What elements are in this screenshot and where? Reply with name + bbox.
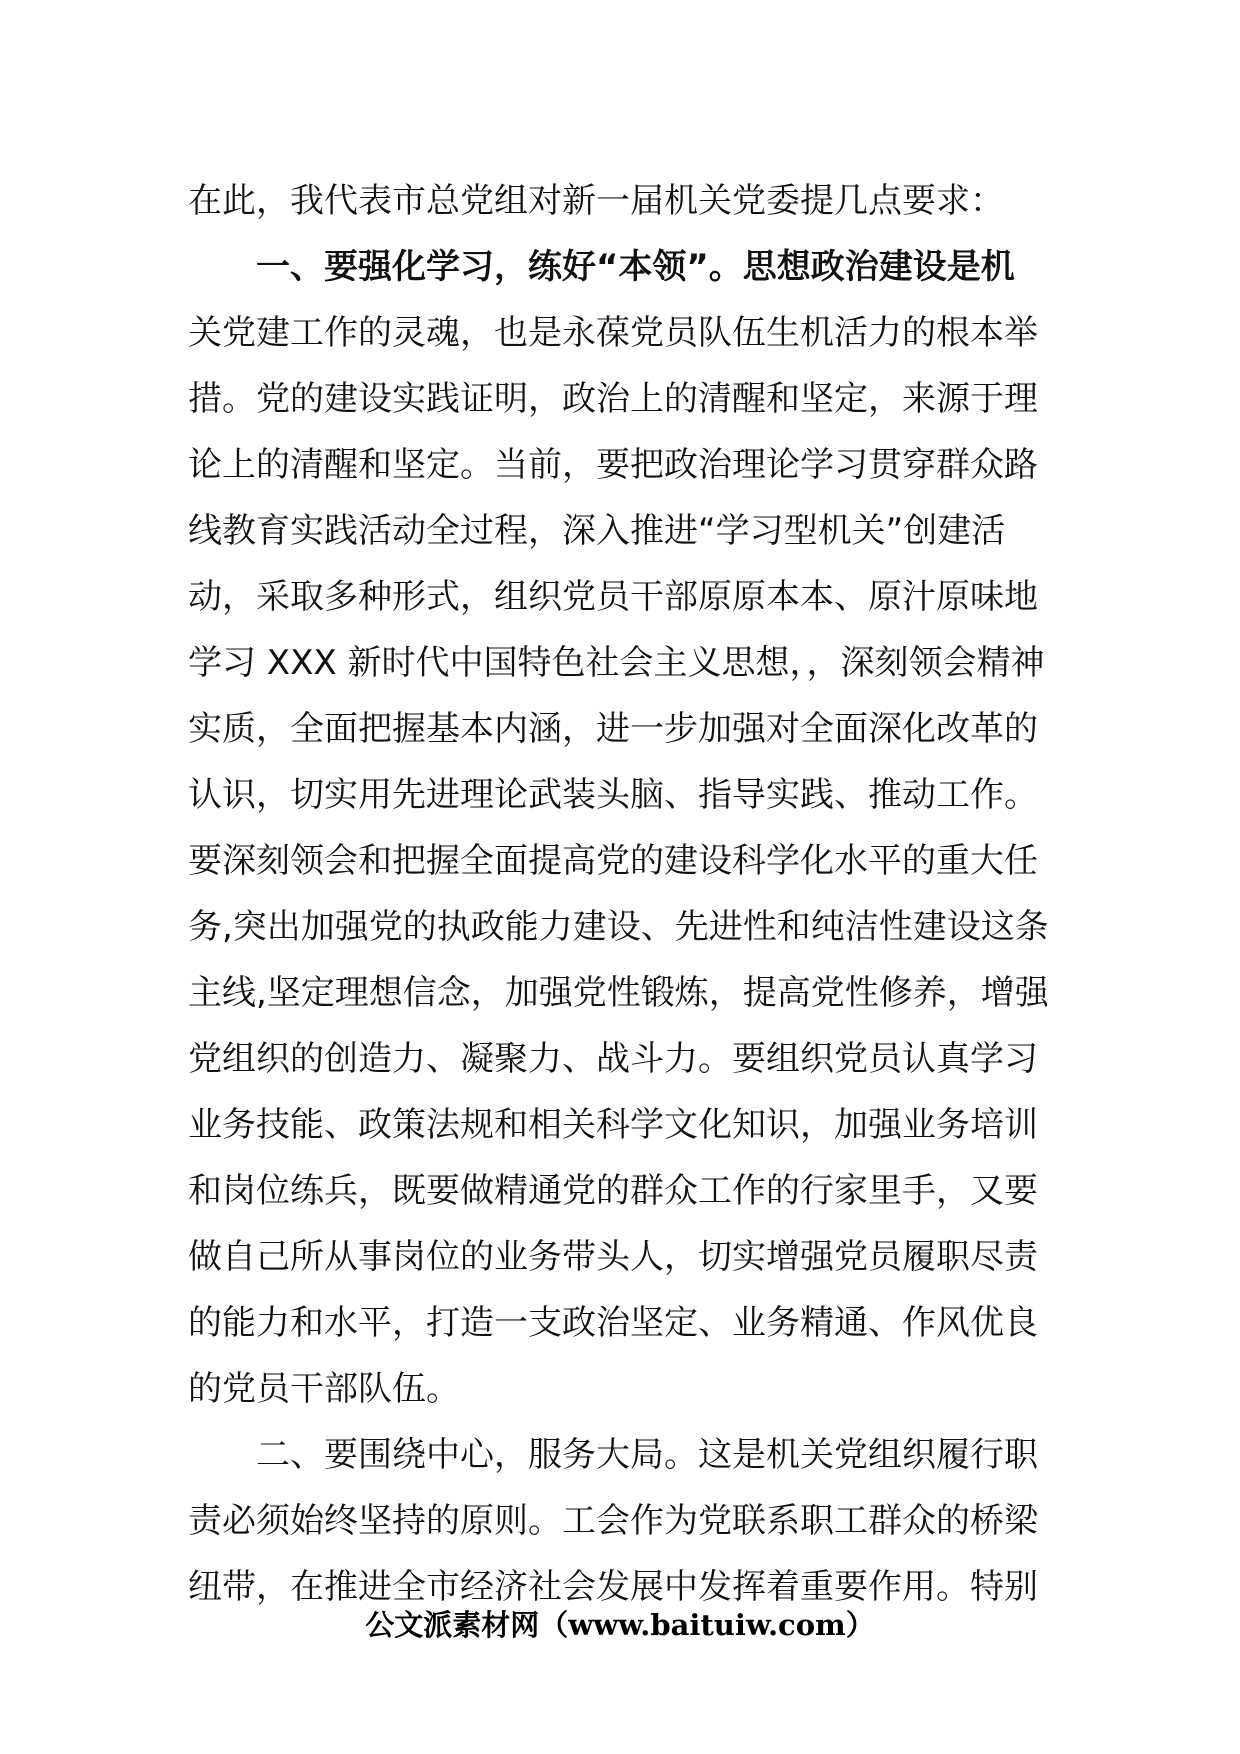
footer-watermark: 公文派素材网（www.baituiw.com） (365, 1608, 875, 1642)
text-line: 线教育实践活动全过程，深入推进“学习型机关”创建活 (188, 511, 1006, 551)
text-line: 认识，切实用先进理论武装头脑、指导实践、推动工作。 (188, 775, 1038, 815)
document-body (188, 168, 1060, 1620)
text-line: 做自己所从事岗位的业务带头人，切实增强党员履职尽责 (188, 1237, 1038, 1277)
text-line: 纽带，在推进全市经济社会发展中发挥着重要作用。特别 (188, 1567, 1038, 1607)
text-line: 学习 XXX 新时代中国特色社会主义思想，，深刻领会精神 (188, 643, 1045, 683)
text-line: 要深刻领会和把握全面提高党的建设科学化水平的重大任 (188, 841, 1038, 881)
text-line: 的党员干部队伍。 (188, 1369, 460, 1409)
text-line: 实质，全面把握基本内涵，进一步加强对全面深化改革的 (188, 709, 1038, 749)
section-heading-line: 一、要强化学习，练好“本领”。思想政治建设是机 (256, 247, 1015, 287)
text-line: 责必须始终坚持的原则。工会作为党联系职工群众的桥梁 (188, 1501, 1038, 1541)
text-line: 主线,坚定理想信念，加强党性锻炼，提高党性修养，增强 (188, 973, 1049, 1013)
text-line: 动，采取多种形式，组织党员干部原原本本、原汁原味地 (188, 577, 1038, 617)
text-line: 务,突出加强党的执政能力建设、先进性和纯洁性建设这条 (188, 907, 1049, 947)
text-line: 党组织的创造力、凝聚力、战斗力。要组织党员认真学习 (188, 1039, 1038, 1079)
text-line: 关党建工作的灵魂，也是永葆党员队伍生机活力的根本举 (188, 313, 1038, 353)
text-line: 在此，我代表市总党组对新一届机关党委提几点要求： (188, 181, 1004, 221)
text-line: 和岗位练兵，既要做精通党的群众工作的行家里手，又要 (188, 1171, 1038, 1211)
section-heading-line: 二、要围绕中心，服务大局。这是机关党组织履行职 (256, 1435, 1038, 1475)
text-line: 业务技能、政策法规和相关科学文化知识，加强业务培训 (188, 1105, 1038, 1145)
text-line: 论上的清醒和坚定。当前，要把政治理论学习贯穿群众路 (188, 445, 1038, 485)
text-line: 的能力和水平，打造一支政治坚定、业务精通、作风优良 (188, 1303, 1038, 1343)
text-line: 措。党的建设实践证明，政治上的清醒和坚定，来源于理 (188, 379, 1038, 419)
